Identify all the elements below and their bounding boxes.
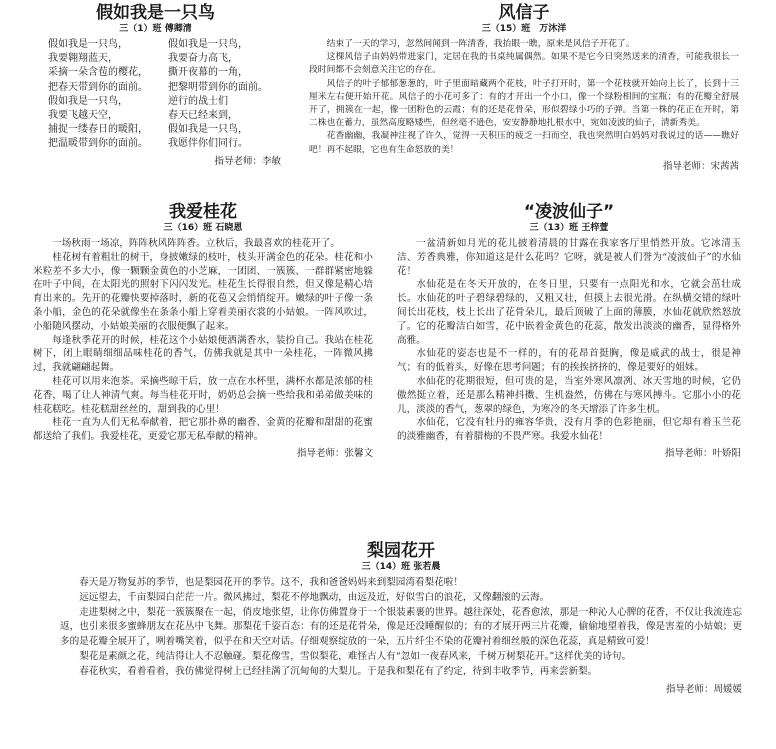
poem-line: 把温暖带到你的面前。 我愿伴你们同行。 (48, 138, 248, 150)
paragraph: 每逢秋季花开的时候，桂花这个小姑娘便洒满香水，装扮自己。我站在桂花树下，闭上眼睛细细品味桂花的香气，仿佛我就是其中一朵桂花，一阵微风拂过，我就翩翩起舞。 (33, 334, 373, 374)
article-hyacinth (309, 3, 739, 174)
teacher-credit: 指导老师：张馨文 (296, 447, 373, 459)
poem-line: 我要翱翔蓝天， 我要奋力高飞， (48, 53, 238, 65)
paragraph: 结束了一天的学习，忽然间闻到一阵清香，我抬眼一瞧，原来是风信子开花了。 (326, 39, 635, 49)
teacher-credit: 指导老师：李敏 (214, 155, 281, 167)
poem-line: 我要飞越天空， 春天已经来到， (48, 110, 238, 122)
paragraph: 春花秋实，看着看着，我仿佛觉得树上已经挂满了沉甸甸的大梨儿。于是我和梨花有了约定，待到丰收季节，再来尝新梨。 (79, 665, 598, 677)
poem-line: 假如我是一只鸟， 逆行的战士们 (48, 95, 228, 107)
teacher-credit: 指导老师：叶娇阳 (664, 447, 741, 459)
article-title: 我爱桂花 (169, 202, 237, 222)
paragraph: 桂花一直为人们无私奉献着，把它那扑鼻的幽香、金黄的花瓣和甜甜的花蜜都送给了我们。我爱桂花，更爱它那无私奉献的精神。 (33, 417, 373, 443)
paragraph: 春天是万物复苏的季节，也是梨园花开的季节。这不，我和爸爸妈妈来到梨园湾看梨花啦！ (79, 577, 463, 588)
paragraph: 梨花是素颜之花，纯洁得让人不忍触碰。梨花像雪，雪似梨花，难怪古人有“忽如一夜春风来，千树万树梨花开。”这样优美的诗句。 (79, 650, 632, 662)
poem-body (18, 38, 293, 152)
paragraph: 水仙花是在冬天开放的，在冬日里，只要有一点阳光和水，它就会茁壮成长。水仙花的叶子碧绿碧绿的，又粗又壮，但摸上去很光滑。在纵横交错的绿叶间长出花枝，枝上长出了花骨朵儿，最后顶破了上面的薄膜，水仙花就欣然怒放了。它的花瓣洁白如雪，花中嵌着金黄色的花蕊，散发出淡淡的幽香，显得格外高雅。 (397, 279, 741, 346)
poem-line: 把春天带到你的面前。 把黎明带到你的面前。 (48, 81, 268, 93)
article-byline: 三（14）班 张若晨 (361, 562, 441, 572)
paragraph: 走进梨树之中，梨花一簇簇聚在一起，俏皮地张望，让你仿佛置身于一个银装素裹的世界。越往深处，花香愈浓，那是一种沁人心脾的花香，不仅让我流连忘返，也引来很多蜜蜂朋友在花丛中飞舞。那梨花千姿百态：有的还是花骨朵，像是还没睡醒似的；有的才展开两三片花瓣，偷偷地望着我，像是害羞的小姑娘；更多的是花瓣全展开了，咧着嘴笑着，似乎在和天空对话。仔细观察绽放的一朵，五片纤尘不染的花瓣衬着细丝般的深色花蕊，真是精致可爱！ (60, 606, 742, 648)
paragraph: 花香幽幽，我凝神注视了许久，觉得一天积压的疲乏一扫而空，我也突然明白妈妈对我说过的话——瞧好吧！再不起眼，它也有生命怒放的美！ (309, 131, 739, 155)
teacher-credit: 指导老师：周媛媛 (665, 683, 742, 695)
article-byline: 三（13）班 王梓萱 (529, 223, 609, 233)
article-narcissus (397, 202, 741, 461)
paragraph: 桂花可以用来泡茶。采摘些晾干后，放一点在水杯里，满杯水都是浓郁的桂花香，喝了让人神清气爽。每当桂花开时，奶奶总会摘一些给我和弟弟做美味的桂花糕吃。桂花糕甜丝丝的，甜到我的心里！ (33, 375, 373, 415)
paragraph: 水仙花的姿态也是不一样的，有的花昂首挺胸，像是威武的战士，很是神气；有的低着头，好像在思考问题；有的挨挨挤挤的，像是要好的姐妹。 (397, 348, 741, 374)
paragraph: 这棵风信子由妈妈带进家门，定居在我的书桌纯属偶然。如果不是它今日突然送来的清香，可能我很长一段时间都不会刻意关注它的存在。 (309, 52, 739, 76)
article-byline: 三（16）班 石晓恩 (163, 223, 243, 233)
teacher-credit: 指导老师：宋茜茜 (662, 160, 739, 172)
poem-line: 假如我是一只鸟， 假如我是一只鸟， (48, 39, 248, 50)
paragraph: 风信子的叶子郁郁葱葱的，叶子里面暗藏两个花枝，叶子打开时，第一个花枝就开始向上长了，长到十三厘米左右便开始开花。风信子的小花可多了：有的才开出一个小口，像一个绿粉相间的宝瓶；有的花瓣全舒展开了，拥簇在一起，像一团粉色的云霞；有的还是花骨朵，形似碧绿小巧的子弹。当第一株的花正在开时，第二株也在蓄力，虽然高度略矮些，但丝毫不逊色，安安静静地扎根水中，宛如凌波的仙子，清新秀美。 (309, 78, 739, 129)
paragraph: 水仙花，它没有牡丹的雍容华贵，没有月季的色彩艳丽，但它却有着玉兰花的淡雅幽香，有着腊梅的不畏严寒。我爱水仙花！ (397, 417, 741, 443)
paragraph: 桂花树有着粗壮的树干，身披嫩绿的枝叶，枝头开满金色的花朵。桂花和小米粒差不多大小，像一颗颗金黄色的小芝麻，一团团、一簇簇、一群群紧密地躲在叶子中间，在太阳光的照射下闪闪发光。桂花生长得很自然，但又像是精心培育出来的。先开的花瓣快要掉落时，新的花苞又会悄悄绽开。嫩绿的叶子像一条条小船，金色的花朵就像坐在条条小船上穿着美丽衣裳的小姑娘。一阵风吹过，小船随风摆动，小姑娘美丽的衣服便飘了起来。 (33, 251, 373, 332)
article-byline: 三（1）班 傅卿清 (119, 24, 192, 34)
paragraph: 远远望去，千亩梨园白茫茫一片。微风拂过，梨花不停地飘动，由远及近，好似雪白的浪花，又像翻滚的云海。 (79, 591, 550, 603)
poem-line: 捕捉一缕春日的暖阳， 假如我是一只鸟， (48, 124, 248, 136)
article-title: 梨园花开 (367, 541, 435, 561)
article-pear-garden (60, 541, 742, 697)
paragraph: 一盆清新如月光的花儿披着清晨的甘露在我家客厅里悄然开放。它冰清玉洁、芳香典雅，你知道这是什么花吗？它呀，就是被人们誉为“凌波仙子”的水仙花！ (397, 238, 741, 277)
paragraph: 一场秋雨一场凉，阵阵秋风阵阵香。立秋后，我最喜欢的桂花开了。 (52, 238, 340, 249)
article-title: “凌波仙子” (523, 202, 615, 222)
article-bird-poem (18, 3, 293, 169)
article-osmanthus (33, 202, 373, 461)
paragraph: 水仙花的花期很短，但可贵的是，当室外寒风凛冽、冰天雪地的时候，它仍傲然挺立着，还是那么精神抖擞、生机盎然，仿佛在与寒风搏斗。它那小小的花儿，淡淡的香气，葱翠的绿色，为寒冷的冬天增添了许多生机。 (397, 375, 741, 415)
article-title: 风信子 (498, 3, 550, 23)
poem-line: 采摘一朵含苞的樱花， 撕开夜幕的一角， (48, 67, 248, 79)
article-byline: 三（15）班 万沐洋 (481, 24, 567, 34)
article-title: 假如我是一只鸟 (96, 3, 215, 23)
